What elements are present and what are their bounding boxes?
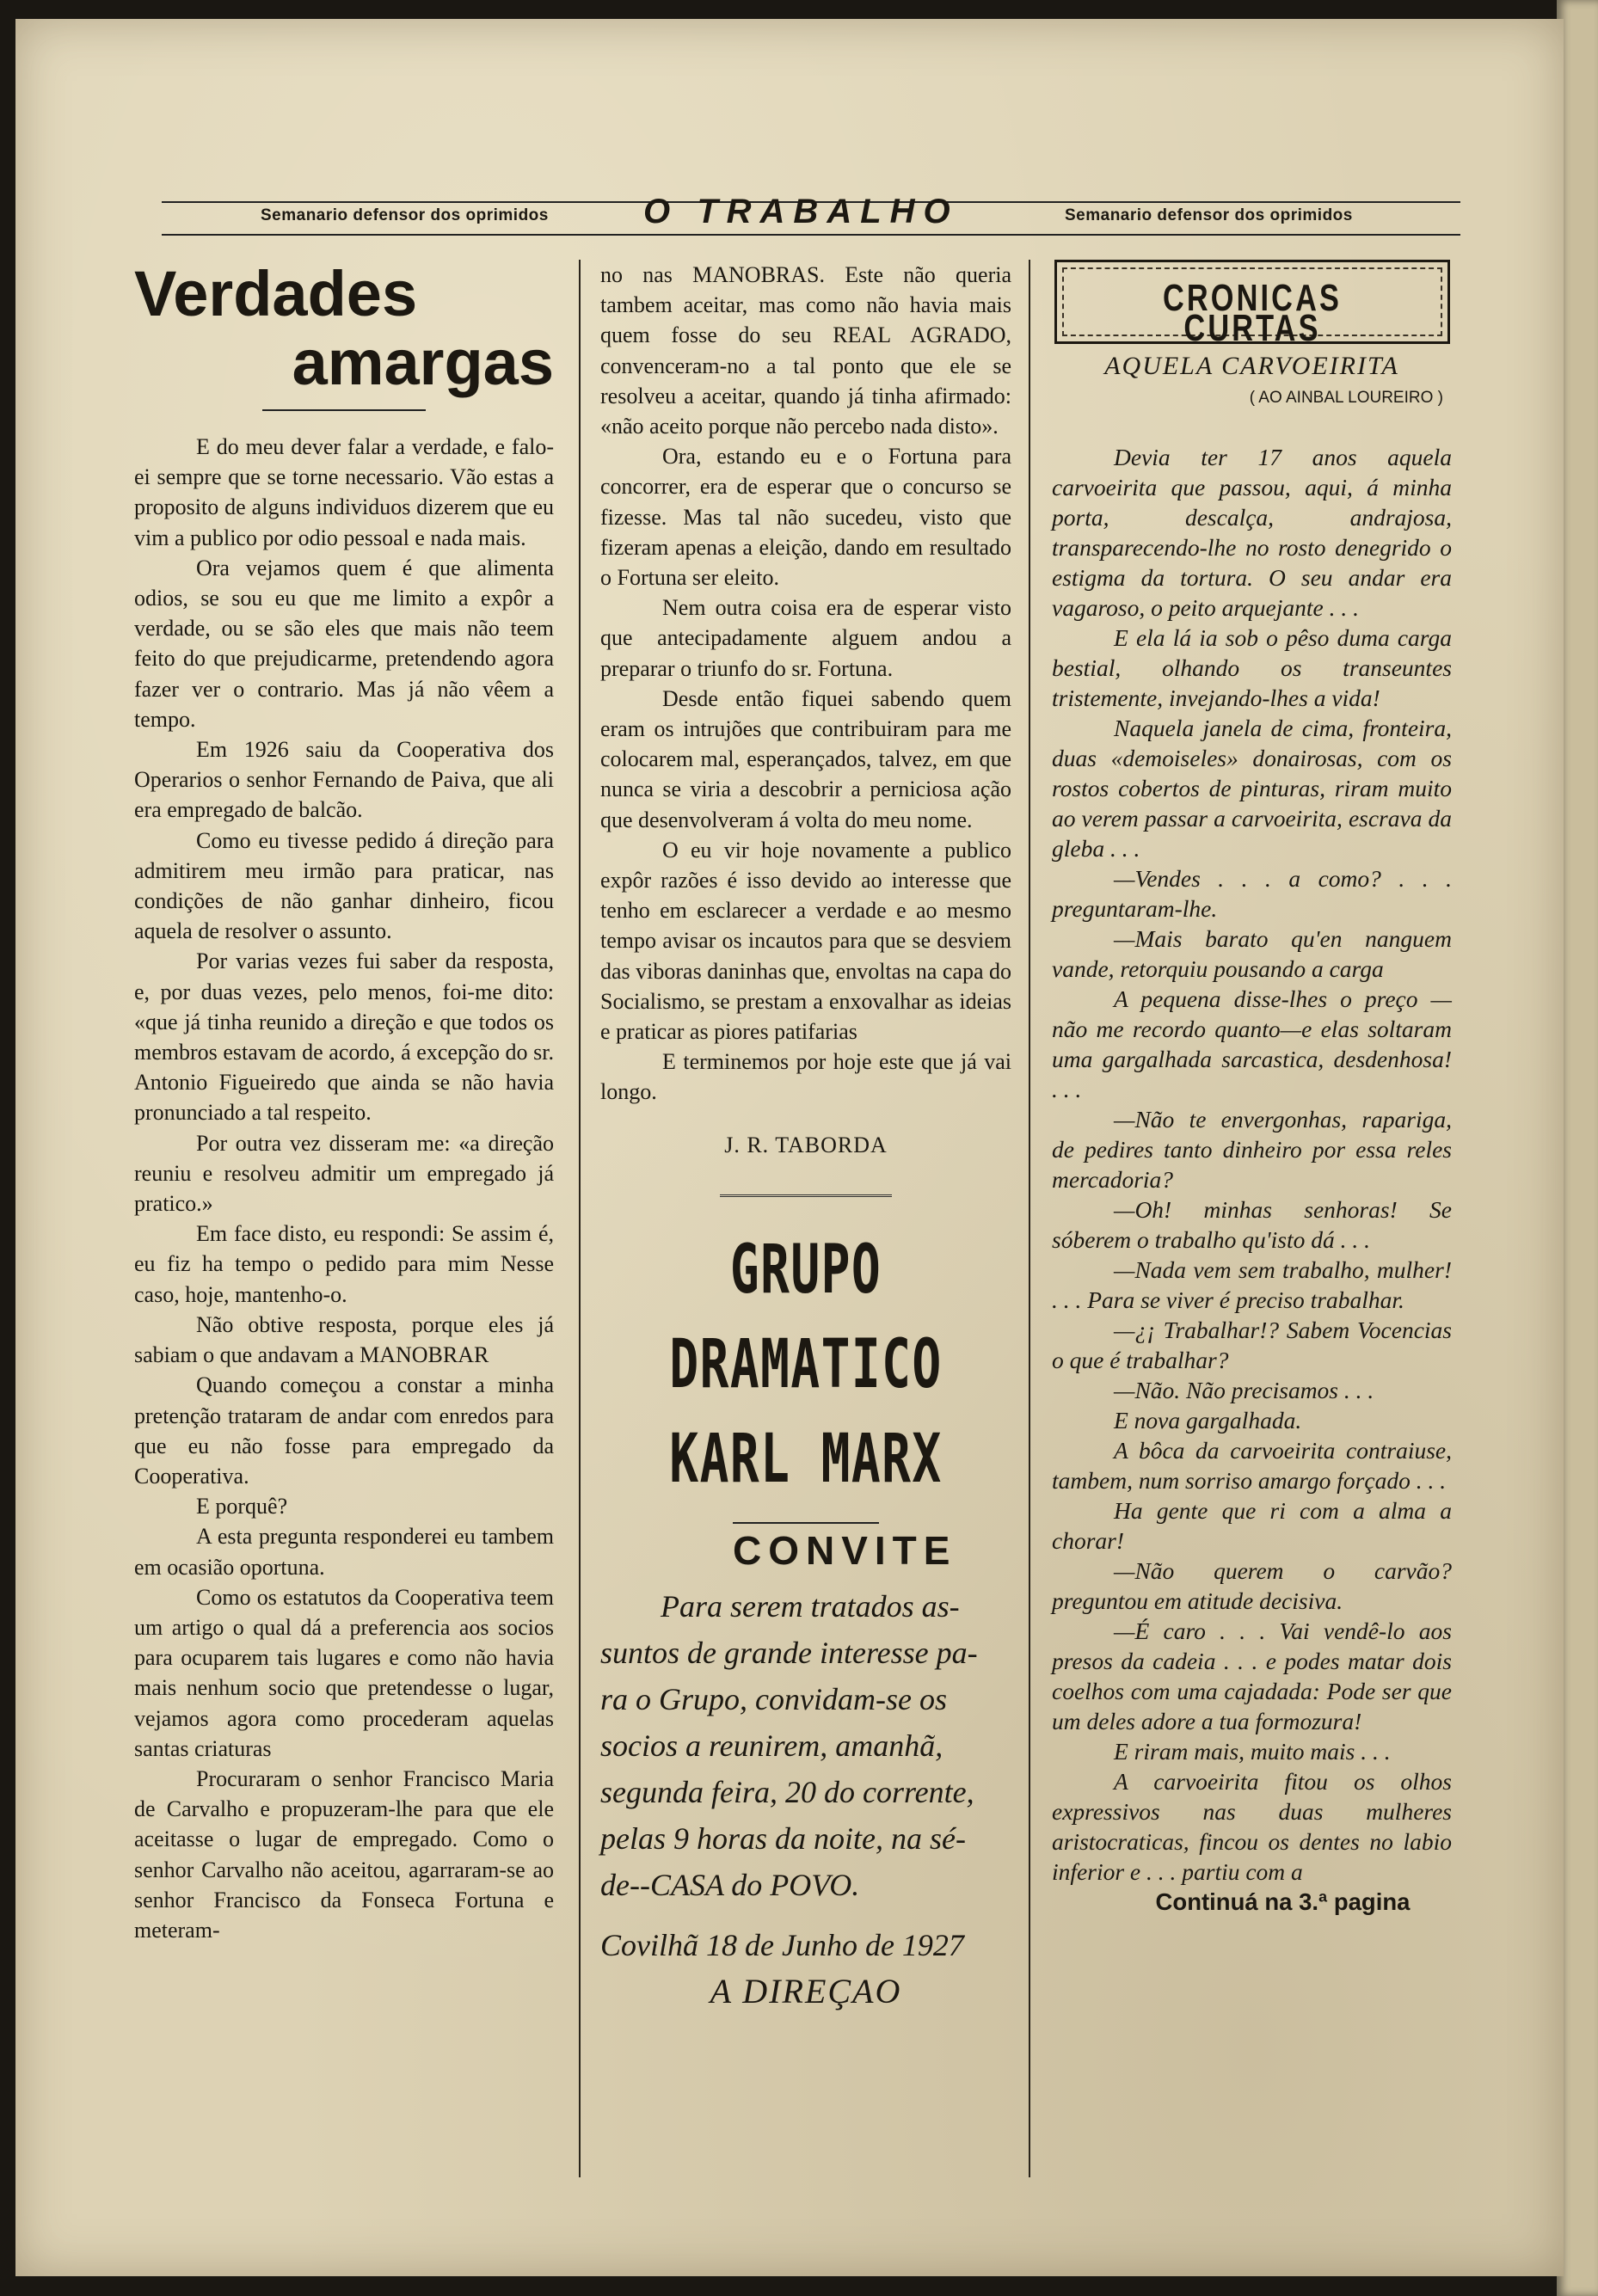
article-headline <box>134 260 554 397</box>
notice-line: segunda feira, 20 do corrente, <box>600 1775 974 1810</box>
chronicle-paragraph: E ela lá ia sob o pêso duma carga bestial, olhando os transeuntes tristemente, invejando-lhes a vida! <box>1052 624 1452 712</box>
notice-group-name: GRUPO DRAMATICO <box>669 1231 943 1403</box>
notice-heading: CONVITE <box>733 1522 879 1566</box>
masthead-motto-right: Semanario defensor dos oprimidos <box>1065 206 1353 224</box>
article-paragraph: Não obtive resposta, porque eles já sabiam o que andavam a MANOBRAR <box>134 1311 554 1368</box>
notice-line: Para serem tratados as- <box>661 1589 960 1624</box>
chronicle-paragraph: A carvoeirita fitou os olhos expressivos nas duas mulheres aristocraticas, fincou os dentes no labio inferior e . . . partiu com a <box>1052 1768 1452 1886</box>
chronicle-paragraph: A bôca da carvoeirita contraiuse, tambem, num sorriso amargo forçado . . . <box>1052 1437 1452 1495</box>
column-rule-1 <box>579 260 581 2177</box>
notice-line: de--CASA do POVO. <box>600 1868 860 1903</box>
article-paragraph: Em 1926 saiu da Cooperativa dos Operarios o senhor Fernando de Paiva, que ali era empregado de balcão. <box>134 737 554 823</box>
column-rule-2 <box>1029 260 1030 2177</box>
article-paragraph: Quando começou a constar a minha pretenção trataram de andar com enredos para que eu não fosse para empregado da Cooperativa. <box>134 1372 554 1489</box>
article-paragraph: Por varias vezes fui saber da resposta, e, por duas vezes, pelo menos, foi-me dito: «que já tinha reunido a direção e que todos os membros estavam de acordo, á excepção do sr. Antonio Figueiredo que ainda se não havia pronunciado a tal respeito. <box>134 948 554 1126</box>
notice-line: suntos de grande interesse pa- <box>600 1636 978 1671</box>
article-paragraph: Em face disto, eu respondi: Se assim é, eu fiz ha tempo o pedido para mim Nesse caso, hoje, mantenho-o. <box>134 1221 554 1307</box>
chronicle-paragraph: Naquela janela de cima, fronteira, duas «demoiseles» donairosas, com os rostos cobertos de pinturas, riram muito ao verem passar a carvoeirita, escrava da gleba . . . <box>1052 715 1452 863</box>
article-paragraph: Ora, estando eu e o Fortuna para concorrer, era de esperar que o concurso se fizesse. Mas tal não sucedeu, visto que fizeram apenas a eleição, dando em resultado o Fortuna ser eleito. <box>600 444 1011 591</box>
article-paragraph: E do meu dever falar a verdade, e falo-ei sempre que se torne necessario. Vão estas a proposito de alguns individuos dizerem que eu vim a publico por odio pessoal e nada mais. <box>134 434 554 550</box>
notice-signed: A DIREÇAO <box>710 1972 902 2011</box>
newspaper-page <box>15 19 1564 2276</box>
masthead-motto-left: Semanario defensor dos oprimidos <box>261 206 549 224</box>
masthead <box>162 191 1460 246</box>
column-3 <box>1052 260 1452 1917</box>
column-2 <box>600 260 1011 2011</box>
continued-note: Continuá na 3.ª pagina <box>1155 1888 1411 1916</box>
notice-date: Covilhã 18 de Junho de 1927 <box>600 1928 964 1963</box>
notice-text <box>600 1583 1011 1908</box>
chronicle-paragraph: —Oh! minhas senhoras! Se sóberem o trabalho qu'isto dá . . . <box>1052 1196 1452 1254</box>
section-title: CRONICAS CURTAS <box>1162 277 1342 350</box>
article-paragraph: Como os estatutos da Cooperativa teem um artigo o qual dá a preferencia aos socios para ocuparem tais lugares e como não havia mais nenhum socio que pretendesse o lugar, vejamos agora como procederam aquelas santas criaturas <box>134 1584 554 1761</box>
chronicle-paragraph: —Mais barato qu'en nanguem vande, retorquiu pousando a carga <box>1052 925 1452 983</box>
section-banner <box>1054 260 1450 350</box>
chronicle-paragraph: Devia ter 17 anos aquela carvoeirita que passou, aqui, á minha porta, descalça, andrajosa, transparecendo-lhe no rosto denegrido o estigma da tortura. O seu andar era vagaroso, o peito arquejante . . . <box>1052 444 1452 622</box>
notice-group-name-2: KARL MARX <box>669 1420 943 1498</box>
column-1 <box>134 260 554 1945</box>
chronicle-paragraph: —É caro . . . Vai vendê-lo aos presos da cadeia . . . e podes matar dois coelhos com uma cajadada: Pode ser que um deles adore a tua formozura! <box>1052 1618 1452 1735</box>
article-signature: J. R. TABORDA <box>724 1132 888 1157</box>
article-paragraph: Procuraram o senhor Francisco Maria de Carvalho e propuzeram-lhe para que ele aceitasse o lugar de empregado. Como o senhor Carvalho não aceitou, agarraram-se ao senhor Francisco da Fonseca Fortuna e meteram- <box>134 1765 554 1943</box>
chronicle-paragraph: —Não querem o carvão? preguntou em atitude decisiva. <box>1052 1557 1452 1615</box>
article-paragraph: E terminemos por hoje este que já vai longo. <box>600 1049 1011 1105</box>
chronicle-paragraph: E nova gargalhada. <box>1114 1407 1302 1434</box>
article-paragraph: Por outra vez disseram me: «a direção reuniu e resolveu admitir um empregado já pratico.» <box>134 1130 554 1217</box>
article-paragraph: E porquê? <box>196 1494 288 1519</box>
article-paragraph: A esta pregunta responderei eu tambem em ocasião oportuna. <box>134 1524 554 1580</box>
chronicle-paragraph: —¿¡ Trabalhar!? Sabem Vocencias o que é trabalhar? <box>1052 1317 1452 1374</box>
headline-rule <box>262 409 426 411</box>
chronicle-dedication: ( AO AINBAL LOUREIRO ) <box>1249 389 1443 408</box>
headline-line-2: amargas <box>292 327 554 398</box>
chronicle-paragraph: Ha gente que ri com a alma a chorar! <box>1052 1497 1452 1555</box>
article-paragraph: no nas MANOBRAS. Este não queria tambem aceitar, mas como não havia mais quem fosse do seu REAL AGRADO, convenceram-no a tal ponto que ele se resolveu a aceitar, quando já tinha afirmado: «não aceito porque não percebo nada disto». <box>600 262 1011 439</box>
article-paragraph: Desde então fiquei sabendo quem eram os intrujões que contribuiram para me colocarem mal, esperançados, talvez, em que nunca se viria a descobrir a perniciosa ação que desenvolveram á volta do meu nome. <box>600 685 1011 832</box>
chronicle-paragraph: E riram mais, muito mais . . . <box>1114 1738 1391 1765</box>
chronicle-paragraph: —Não. Não precisamos . . . <box>1114 1377 1374 1404</box>
masthead-rule-bottom <box>162 234 1460 236</box>
chronicle-title: AQUELA CARVOEIRITA <box>1104 352 1399 380</box>
chronicle-paragraph: —Não te envergonhas, rapariga, de pedires tanto dinheiro por essa reles mercadoria? <box>1052 1106 1452 1194</box>
ornament-divider <box>720 1194 892 1197</box>
chronicle-paragraph: A pequena disse-lhes o preço —não me recordo quanto—e elas soltaram uma gargalhada sarcastica, desdenhosa! . . . <box>1052 985 1452 1103</box>
notice-line: socios a reunirem, amanhã, <box>600 1728 943 1764</box>
newspaper-title: O TRABALHO <box>643 193 959 230</box>
headline-line-1: Verdades <box>134 258 418 329</box>
article-paragraph: O eu vir hoje novamente a publico expôr razões é isso devido ao interesse que tenho em esclarecer a verdade e ao mesmo tempo avisar os incautos para que se desviem das viboras daninhas que, envoltas na capa do Socialismo, se prestam a enxovalhar as ideias e praticar as piores patifarias <box>600 837 1011 1045</box>
article-paragraph: Ora vejamos quem é que alimenta odios, se sou eu que me limito a expôr a verdade, ou se são eles que mais não teem feito do que prejudicarme, pretendendo agora fazer ver o contrario. Mas já não vêem a tempo. <box>134 555 554 732</box>
notice-line: ra o Grupo, convidam-se os <box>600 1682 947 1717</box>
chronicle-paragraph: —Vendes . . . a como? . . . preguntaram-lhe. <box>1052 865 1452 923</box>
notice-line: pelas 9 horas da noite, na sé- <box>600 1821 966 1857</box>
chronicle-paragraph: —Nada vem sem trabalho, mulher! . . . Para se viver é preciso trabalhar. <box>1052 1256 1452 1314</box>
article-paragraph: Como eu tivesse pedido á direção para admitirem meu irmão para praticar, nas condições de não ganhar dinheiro, ficou aquela de resolver o assunto. <box>134 827 554 944</box>
article-paragraph: Nem outra coisa era de esperar visto que antecipadamente alguem andou a preparar o triunfo do sr. Fortuna. <box>600 595 1011 681</box>
